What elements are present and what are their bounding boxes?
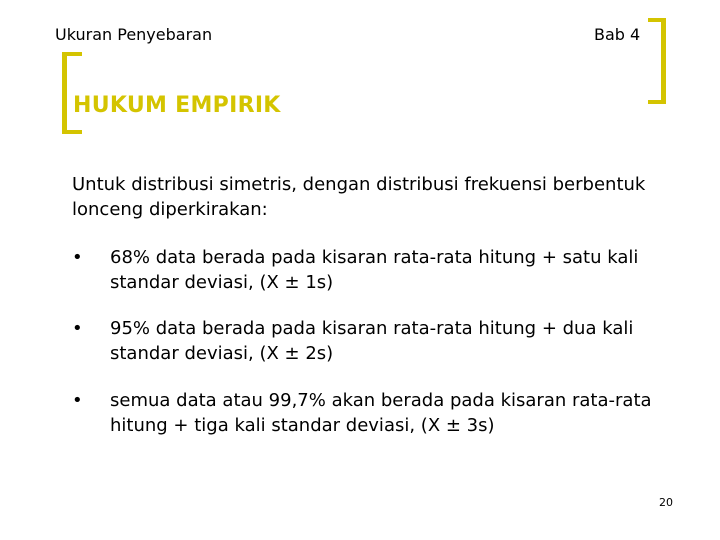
bullet-marker: •	[72, 390, 83, 411]
header-left-title: Ukuran Penyebaran	[55, 25, 213, 44]
list-item: semua data atau 99,7% akan berada pada kisaran rata-rata hitung + tiga kali standar deviasi, (X ± 3s)	[110, 390, 652, 436]
list-item: 95% data berada pada kisaran rata-rata hitung + dua kali standar deviasi, (X ± 2s)	[110, 318, 634, 364]
header-chapter-label: Bab 4	[594, 25, 641, 44]
intro-paragraph: Untuk distribusi simetris, dengan distribusi frekuensi berbentuk lonceng diperkirakan:	[72, 174, 646, 220]
slide-title: HUKUM EMPIRIK	[73, 93, 281, 118]
page-number: 20	[659, 496, 673, 509]
list-item: 68% data berada pada kisaran rata-rata hitung + satu kali standar deviasi, (X ± 1s)	[110, 247, 639, 293]
bullet-marker: •	[72, 247, 83, 268]
bullet-marker: •	[72, 318, 83, 339]
